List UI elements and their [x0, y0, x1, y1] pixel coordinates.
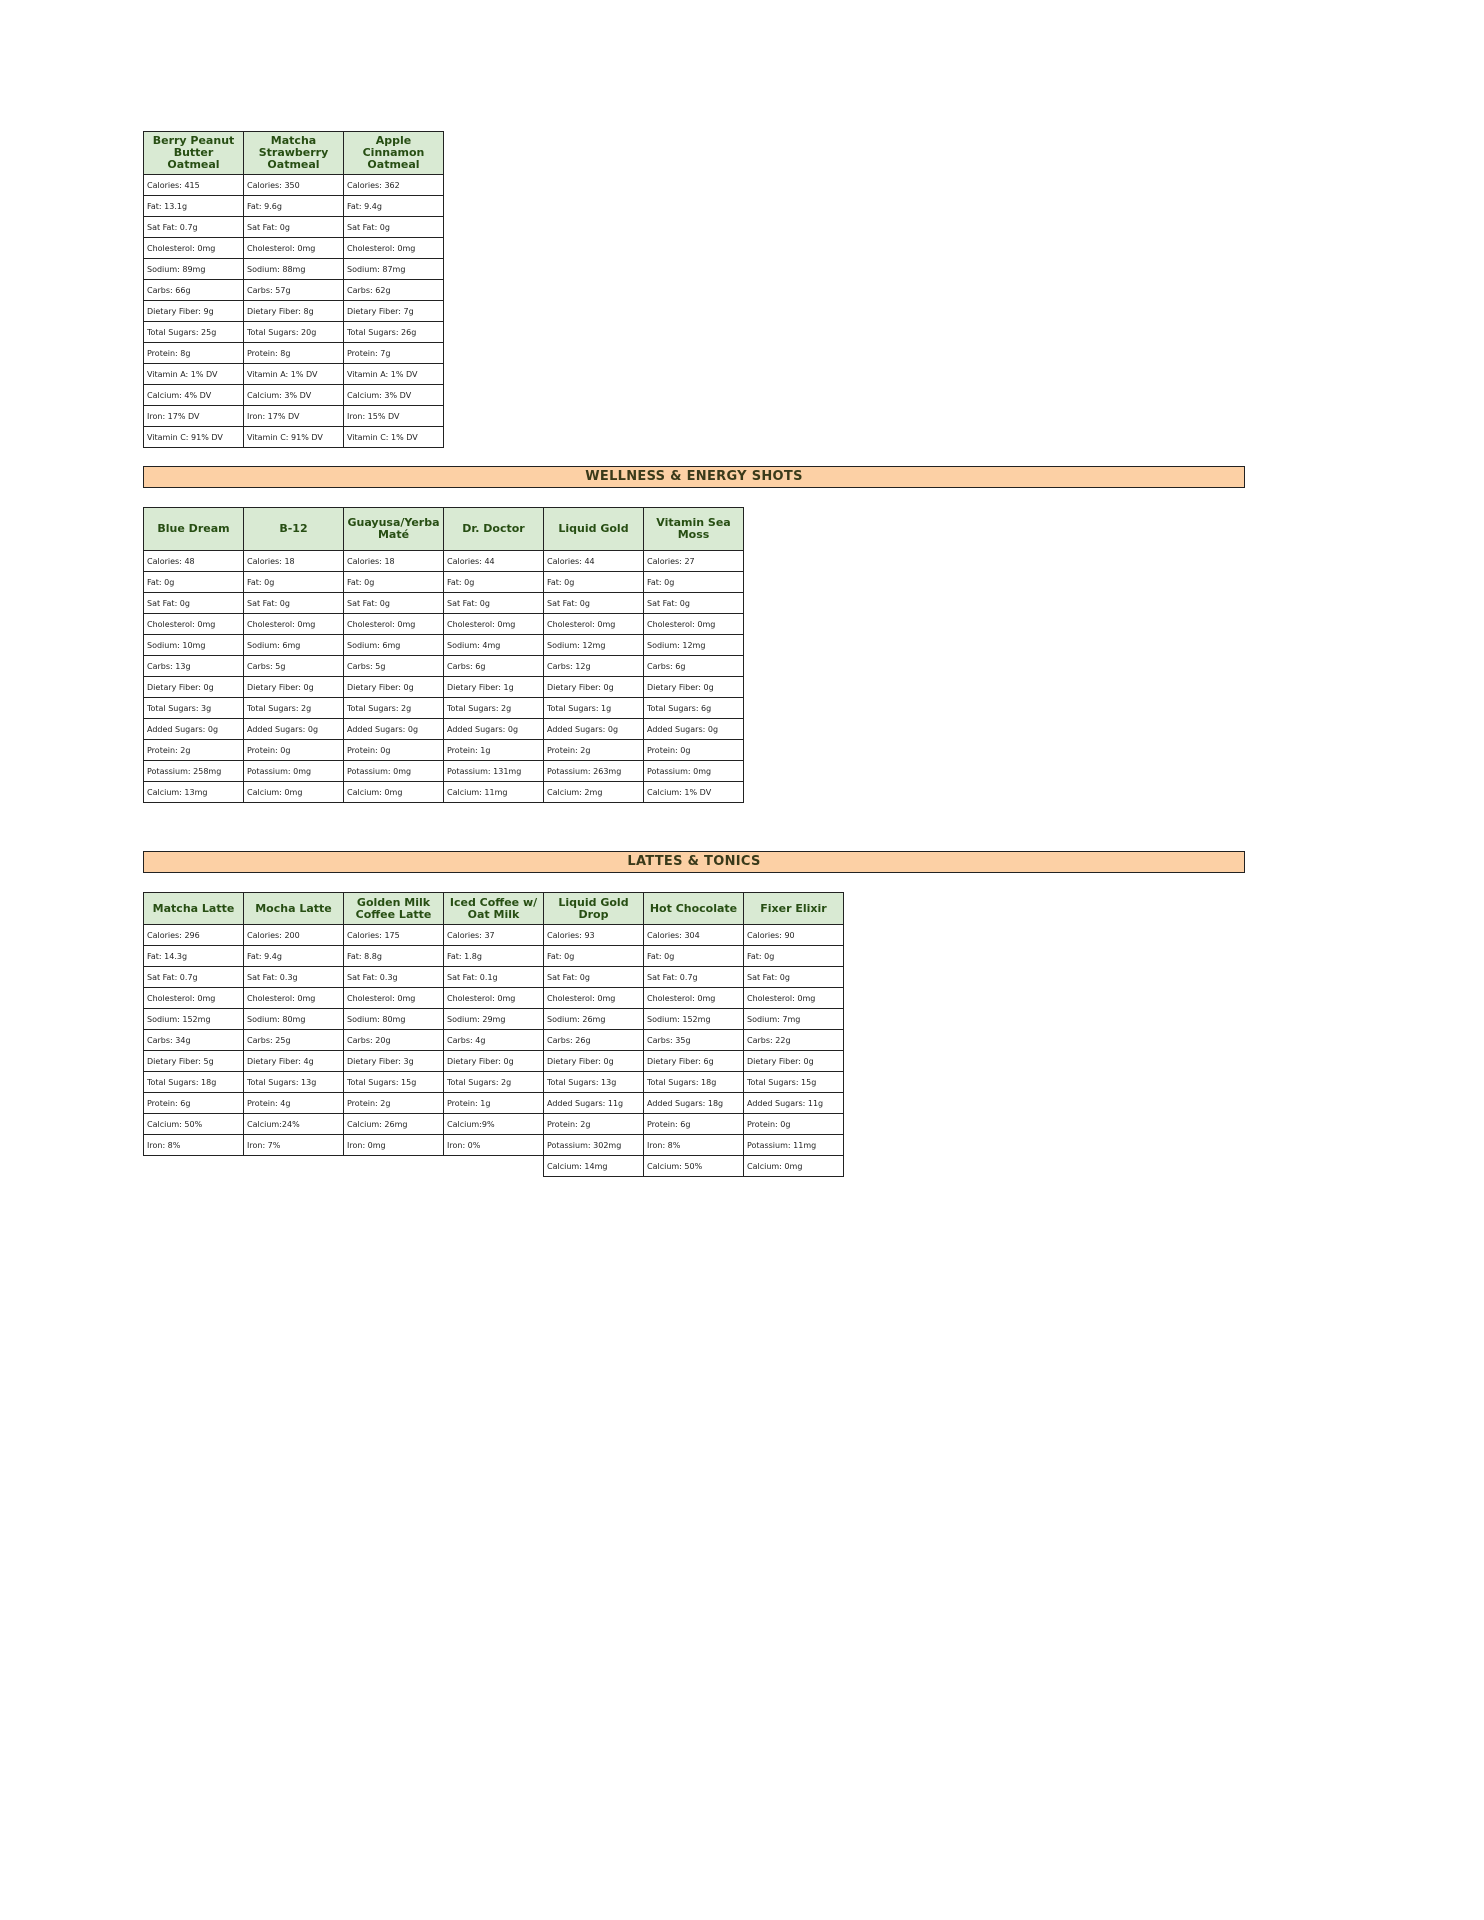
nutrition-cell: Calcium: 50%	[644, 1156, 744, 1177]
nutrition-cell: Sodium: 6mg	[344, 635, 444, 656]
nutrition-cell: Calories: 44	[544, 551, 644, 572]
nutrition-cell: Carbs: 6g	[644, 656, 744, 677]
nutrition-cell: Dietary Fiber: 0g	[344, 677, 444, 698]
nutrition-cell	[144, 1156, 244, 1177]
nutrition-cell: Protein: 6g	[144, 1093, 244, 1114]
nutrition-cell: Carbs: 22g	[744, 1030, 844, 1051]
nutrition-cell: Potassium: 263mg	[544, 761, 644, 782]
nutrition-cell: Added Sugars: 11g	[544, 1093, 644, 1114]
nutrition-cell: Protein: 2g	[344, 1093, 444, 1114]
nutrition-cell: Calories: 48	[144, 551, 244, 572]
nutrition-cell: Vitamin A: 1% DV	[144, 364, 244, 385]
table-row	[144, 572, 744, 593]
nutrition-cell: Iron: 17% DV	[144, 406, 244, 427]
nutrition-cell: Sat Fat: 0g	[644, 593, 744, 614]
nutrition-cell: Protein: 0g	[244, 740, 344, 761]
column-header: Golden Milk Coffee Latte	[344, 893, 444, 925]
nutrition-cell: Sodium: 80mg	[344, 1009, 444, 1030]
table-row	[144, 614, 744, 635]
nutrition-cell: Sat Fat: 0.7g	[144, 217, 244, 238]
nutrition-cell: Sodium: 12mg	[644, 635, 744, 656]
nutrition-cell: Sat Fat: 0g	[244, 217, 344, 238]
nutrition-cell: Fat: 0g	[444, 572, 544, 593]
nutrition-cell: Protein: 2g	[544, 1114, 644, 1135]
nutrition-cell: Fat: 0g	[544, 572, 644, 593]
nutrition-cell: Calcium: 26mg	[344, 1114, 444, 1135]
nutrition-cell: Sodium: 87mg	[344, 259, 444, 280]
nutrition-cell: Sodium: 6mg	[244, 635, 344, 656]
nutrition-cell: Vitamin C: 91% DV	[144, 427, 244, 448]
nutrition-cell: Carbs: 35g	[644, 1030, 744, 1051]
nutrition-cell: Fat: 0g	[644, 572, 744, 593]
nutrition-cell: Calories: 296	[144, 925, 244, 946]
nutrition-cell: Fat: 13.1g	[144, 196, 244, 217]
nutrition-cell: Cholesterol: 0mg	[144, 238, 244, 259]
table-row	[144, 1009, 844, 1030]
table-row	[144, 782, 744, 803]
nutrition-cell: Vitamin A: 1% DV	[344, 364, 444, 385]
nutrition-cell: Calories: 44	[444, 551, 544, 572]
nutrition-cell: Potassium: 131mg	[444, 761, 544, 782]
nutrition-cell: Sat Fat: 0.7g	[144, 967, 244, 988]
nutrition-cell: Calories: 415	[144, 175, 244, 196]
nutrition-cell: Added Sugars: 0g	[644, 719, 744, 740]
table-row	[144, 946, 844, 967]
table-row	[144, 280, 444, 301]
table-row	[144, 175, 444, 196]
table-row	[144, 259, 444, 280]
table-row	[144, 967, 844, 988]
nutrition-cell: Cholesterol: 0mg	[544, 988, 644, 1009]
nutrition-cell	[244, 1156, 344, 1177]
nutrition-cell: Calcium: 0mg	[244, 782, 344, 803]
nutrition-cell: Added Sugars: 0g	[544, 719, 644, 740]
nutrition-cell: Calories: 27	[644, 551, 744, 572]
nutrition-cell: Calories: 200	[244, 925, 344, 946]
nutrition-cell: Cholesterol: 0mg	[744, 988, 844, 1009]
nutrition-cell: Dietary Fiber: 0g	[544, 677, 644, 698]
nutrition-cell: Protein: 1g	[444, 1093, 544, 1114]
nutrition-cell: Total Sugars: 2g	[444, 1072, 544, 1093]
nutrition-cell: Total Sugars: 1g	[544, 698, 644, 719]
nutrition-cell: Carbs: 4g	[444, 1030, 544, 1051]
nutrition-cell: Calories: 18	[244, 551, 344, 572]
nutrition-cell: Fat: 9.4g	[244, 946, 344, 967]
nutrition-cell: Fat: 14.3g	[144, 946, 244, 967]
nutrition-cell: Dietary Fiber: 8g	[244, 301, 344, 322]
table-row	[144, 1030, 844, 1051]
nutrition-cell: Dietary Fiber: 0g	[744, 1051, 844, 1072]
nutrition-cell: Sodium: 88mg	[244, 259, 344, 280]
nutrition-cell: Sodium: 10mg	[144, 635, 244, 656]
nutrition-cell: Cholesterol: 0mg	[144, 614, 244, 635]
nutrition-cell: Total Sugars: 25g	[144, 322, 244, 343]
nutrition-cell: Fat: 0g	[344, 572, 444, 593]
nutrition-cell: Cholesterol: 0mg	[344, 988, 444, 1009]
nutrition-cell: Vitamin C: 1% DV	[344, 427, 444, 448]
nutrition-cell: Cholesterol: 0mg	[644, 988, 744, 1009]
nutrition-cell	[344, 1156, 444, 1177]
nutrition-cell: Cholesterol: 0mg	[344, 614, 444, 635]
column-header: Apple Cinnamon Oatmeal	[344, 132, 444, 175]
nutrition-cell: Cholesterol: 0mg	[344, 238, 444, 259]
nutrition-cell: Vitamin C: 91% DV	[244, 427, 344, 448]
nutrition-cell: Dietary Fiber: 4g	[244, 1051, 344, 1072]
nutrition-cell: Added Sugars: 0g	[344, 719, 444, 740]
nutrition-cell: Total Sugars: 2g	[244, 698, 344, 719]
nutrition-cell: Sodium: 80mg	[244, 1009, 344, 1030]
nutrition-cell: Calcium:24%	[244, 1114, 344, 1135]
nutrition-cell: Calories: 90	[744, 925, 844, 946]
nutrition-cell: Cholesterol: 0mg	[644, 614, 744, 635]
nutrition-cell	[444, 1156, 544, 1177]
nutrition-cell: Carbs: 13g	[144, 656, 244, 677]
nutrition-cell: Cholesterol: 0mg	[544, 614, 644, 635]
table-header-row	[144, 132, 444, 175]
nutrition-cell: Carbs: 20g	[344, 1030, 444, 1051]
nutrition-cell: Total Sugars: 3g	[144, 698, 244, 719]
nutrition-cell: Dietary Fiber: 0g	[444, 1051, 544, 1072]
nutrition-cell: Fat: 0g	[544, 946, 644, 967]
table-row	[144, 698, 744, 719]
nutrition-cell: Dietary Fiber: 6g	[644, 1051, 744, 1072]
table-row	[144, 593, 744, 614]
nutrition-cell: Carbs: 26g	[544, 1030, 644, 1051]
nutrition-cell: Total Sugars: 18g	[144, 1072, 244, 1093]
table-row	[144, 301, 444, 322]
nutrition-cell: Cholesterol: 0mg	[144, 988, 244, 1009]
nutrition-cell: Protein: 0g	[744, 1114, 844, 1135]
nutrition-cell: Calories: 350	[244, 175, 344, 196]
lattes-nutrition-table	[143, 892, 844, 1177]
nutrition-cell: Total Sugars: 6g	[644, 698, 744, 719]
table-row	[144, 427, 444, 448]
table-row	[144, 1051, 844, 1072]
nutrition-cell: Calcium:9%	[444, 1114, 544, 1135]
nutrition-cell: Fat: 8.8g	[344, 946, 444, 967]
nutrition-cell: Sat Fat: 0g	[144, 593, 244, 614]
nutrition-cell: Protein: 2g	[544, 740, 644, 761]
nutrition-cell: Carbs: 57g	[244, 280, 344, 301]
nutrition-cell: Iron: 8%	[144, 1135, 244, 1156]
nutrition-cell: Protein: 0g	[644, 740, 744, 761]
nutrition-cell: Calories: 93	[544, 925, 644, 946]
nutrition-cell: Added Sugars: 11g	[744, 1093, 844, 1114]
nutrition-cell: Total Sugars: 13g	[244, 1072, 344, 1093]
nutrition-cell: Calories: 37	[444, 925, 544, 946]
nutrition-cell: Protein: 1g	[444, 740, 544, 761]
nutrition-cell: Protein: 4g	[244, 1093, 344, 1114]
table-row	[144, 196, 444, 217]
nutrition-cell: Potassium: 0mg	[644, 761, 744, 782]
nutrition-cell: Protein: 0g	[344, 740, 444, 761]
table-row	[144, 385, 444, 406]
table-row	[144, 925, 844, 946]
nutrition-cell: Sat Fat: 0g	[344, 593, 444, 614]
nutrition-cell: Sodium: 152mg	[644, 1009, 744, 1030]
nutrition-cell: Sodium: 29mg	[444, 1009, 544, 1030]
table-row	[144, 1114, 844, 1135]
table-row	[144, 1093, 844, 1114]
table-row	[144, 635, 744, 656]
nutrition-cell: Cholesterol: 0mg	[444, 614, 544, 635]
nutrition-cell: Carbs: 34g	[144, 1030, 244, 1051]
nutrition-cell: Sodium: 152mg	[144, 1009, 244, 1030]
nutrition-cell: Sat Fat: 0g	[244, 593, 344, 614]
table-row	[144, 988, 844, 1009]
nutrition-cell: Sat Fat: 0.3g	[244, 967, 344, 988]
table-header-row	[144, 893, 844, 925]
nutrition-cell: Sat Fat: 0.3g	[344, 967, 444, 988]
nutrition-cell: Potassium: 11mg	[744, 1135, 844, 1156]
nutrition-cell: Total Sugars: 2g	[444, 698, 544, 719]
nutrition-cell: Sat Fat: 0.1g	[444, 967, 544, 988]
nutrition-cell: Fat: 9.4g	[344, 196, 444, 217]
wellness-nutrition-table	[143, 507, 744, 803]
nutrition-cell: Iron: 0mg	[344, 1135, 444, 1156]
table-row	[144, 1135, 844, 1156]
nutrition-cell: Cholesterol: 0mg	[244, 988, 344, 1009]
table-row	[144, 1072, 844, 1093]
nutrition-cell: Carbs: 66g	[144, 280, 244, 301]
nutrition-cell: Total Sugars: 15g	[744, 1072, 844, 1093]
nutrition-cell: Calcium: 0mg	[744, 1156, 844, 1177]
nutrition-cell: Sodium: 4mg	[444, 635, 544, 656]
section-header-wellness: WELLNESS & ENERGY SHOTS	[143, 466, 1245, 488]
table-row	[144, 238, 444, 259]
nutrition-cell: Added Sugars: 0g	[144, 719, 244, 740]
nutrition-cell: Sodium: 26mg	[544, 1009, 644, 1030]
table-row	[144, 551, 744, 572]
section-header-lattes: LATTES & TONICS	[143, 851, 1245, 873]
nutrition-cell: Calories: 175	[344, 925, 444, 946]
table-row	[144, 761, 744, 782]
column-header: Fixer Elixir	[744, 893, 844, 925]
nutrition-cell: Dietary Fiber: 0g	[244, 677, 344, 698]
nutrition-cell: Carbs: 6g	[444, 656, 544, 677]
nutrition-cell: Vitamin A: 1% DV	[244, 364, 344, 385]
column-header: Matcha Strawberry Oatmeal	[244, 132, 344, 175]
table-row	[144, 406, 444, 427]
nutrition-cell: Iron: 7%	[244, 1135, 344, 1156]
nutrition-cell: Calcium: 50%	[144, 1114, 244, 1135]
nutrition-cell: Iron: 8%	[644, 1135, 744, 1156]
nutrition-cell: Carbs: 12g	[544, 656, 644, 677]
nutrition-cell: Carbs: 5g	[344, 656, 444, 677]
nutrition-cell: Dietary Fiber: 7g	[344, 301, 444, 322]
nutrition-cell: Iron: 17% DV	[244, 406, 344, 427]
nutrition-cell: Dietary Fiber: 1g	[444, 677, 544, 698]
nutrition-cell: Calcium: 3% DV	[344, 385, 444, 406]
nutrition-cell: Iron: 15% DV	[344, 406, 444, 427]
nutrition-cell: Iron: 0%	[444, 1135, 544, 1156]
nutrition-cell: Dietary Fiber: 9g	[144, 301, 244, 322]
nutrition-cell: Calcium: 13mg	[144, 782, 244, 803]
nutrition-cell: Potassium: 0mg	[244, 761, 344, 782]
nutrition-cell: Calories: 18	[344, 551, 444, 572]
nutrition-cell: Total Sugars: 20g	[244, 322, 344, 343]
oatmeal-nutrition-table	[143, 131, 444, 448]
column-header: Liquid Gold	[544, 508, 644, 551]
column-header: Hot Chocolate	[644, 893, 744, 925]
table-header-row	[144, 508, 744, 551]
table-row	[144, 1156, 844, 1177]
column-header: Iced Coffee w/ Oat Milk	[444, 893, 544, 925]
table-row	[144, 343, 444, 364]
nutrition-cell: Cholesterol: 0mg	[244, 238, 344, 259]
nutrition-cell: Calcium: 2mg	[544, 782, 644, 803]
nutrition-cell: Dietary Fiber: 0g	[544, 1051, 644, 1072]
nutrition-cell: Total Sugars: 13g	[544, 1072, 644, 1093]
nutrition-cell: Fat: 0g	[644, 946, 744, 967]
table-row	[144, 217, 444, 238]
nutrition-cell: Protein: 6g	[644, 1114, 744, 1135]
table-row	[144, 656, 744, 677]
nutrition-cell: Sat Fat: 0g	[444, 593, 544, 614]
nutrition-cell: Added Sugars: 0g	[244, 719, 344, 740]
nutrition-cell: Calcium: 14mg	[544, 1156, 644, 1177]
column-header: Matcha Latte	[144, 893, 244, 925]
nutrition-cell: Potassium: 0mg	[344, 761, 444, 782]
nutrition-cell: Calcium: 0mg	[344, 782, 444, 803]
column-header: Vitamin Sea Moss	[644, 508, 744, 551]
nutrition-cell: Total Sugars: 15g	[344, 1072, 444, 1093]
table-row	[144, 364, 444, 385]
nutrition-cell: Total Sugars: 18g	[644, 1072, 744, 1093]
column-header: B-12	[244, 508, 344, 551]
column-header: Guayusa/Yerba Maté	[344, 508, 444, 551]
nutrition-cell: Sodium: 7mg	[744, 1009, 844, 1030]
nutrition-cell: Cholesterol: 0mg	[244, 614, 344, 635]
nutrition-cell: Protein: 2g	[144, 740, 244, 761]
nutrition-cell: Total Sugars: 2g	[344, 698, 444, 719]
table-row	[144, 677, 744, 698]
nutrition-cell: Fat: 9.6g	[244, 196, 344, 217]
nutrition-cell: Calories: 304	[644, 925, 744, 946]
table-row	[144, 740, 744, 761]
column-header: Berry Peanut Butter Oatmeal	[144, 132, 244, 175]
nutrition-cell: Carbs: 25g	[244, 1030, 344, 1051]
nutrition-cell: Sat Fat: 0g	[544, 967, 644, 988]
nutrition-cell: Calcium: 1% DV	[644, 782, 744, 803]
column-header: Blue Dream	[144, 508, 244, 551]
nutrition-cell: Added Sugars: 0g	[444, 719, 544, 740]
nutrition-cell: Cholesterol: 0mg	[444, 988, 544, 1009]
nutrition-cell: Fat: 0g	[744, 946, 844, 967]
nutrition-cell: Potassium: 258mg	[144, 761, 244, 782]
nutrition-cell: Fat: 1.8g	[444, 946, 544, 967]
column-header: Mocha Latte	[244, 893, 344, 925]
table-row	[144, 719, 744, 740]
nutrition-cell: Sat Fat: 0g	[744, 967, 844, 988]
table-row	[144, 322, 444, 343]
nutrition-cell: Sodium: 89mg	[144, 259, 244, 280]
column-header: Dr. Doctor	[444, 508, 544, 551]
nutrition-cell: Added Sugars: 18g	[644, 1093, 744, 1114]
nutrition-cell: Carbs: 62g	[344, 280, 444, 301]
nutrition-cell: Potassium: 302mg	[544, 1135, 644, 1156]
nutrition-cell: Calcium: 3% DV	[244, 385, 344, 406]
nutrition-cell: Fat: 0g	[144, 572, 244, 593]
nutrition-cell: Sat Fat: 0g	[544, 593, 644, 614]
nutrition-cell: Protein: 8g	[244, 343, 344, 364]
nutrition-cell: Protein: 8g	[144, 343, 244, 364]
nutrition-cell: Protein: 7g	[344, 343, 444, 364]
nutrition-cell: Fat: 0g	[244, 572, 344, 593]
nutrition-cell: Calcium: 11mg	[444, 782, 544, 803]
column-header: Liquid Gold Drop	[544, 893, 644, 925]
nutrition-cell: Dietary Fiber: 0g	[644, 677, 744, 698]
nutrition-cell: Carbs: 5g	[244, 656, 344, 677]
nutrition-cell: Sat Fat: 0g	[344, 217, 444, 238]
nutrition-cell: Dietary Fiber: 3g	[344, 1051, 444, 1072]
nutrition-cell: Calories: 362	[344, 175, 444, 196]
nutrition-cell: Dietary Fiber: 5g	[144, 1051, 244, 1072]
nutrition-cell: Sodium: 12mg	[544, 635, 644, 656]
nutrition-cell: Total Sugars: 26g	[344, 322, 444, 343]
nutrition-cell: Dietary Fiber: 0g	[144, 677, 244, 698]
nutrition-cell: Sat Fat: 0.7g	[644, 967, 744, 988]
nutrition-cell: Calcium: 4% DV	[144, 385, 244, 406]
